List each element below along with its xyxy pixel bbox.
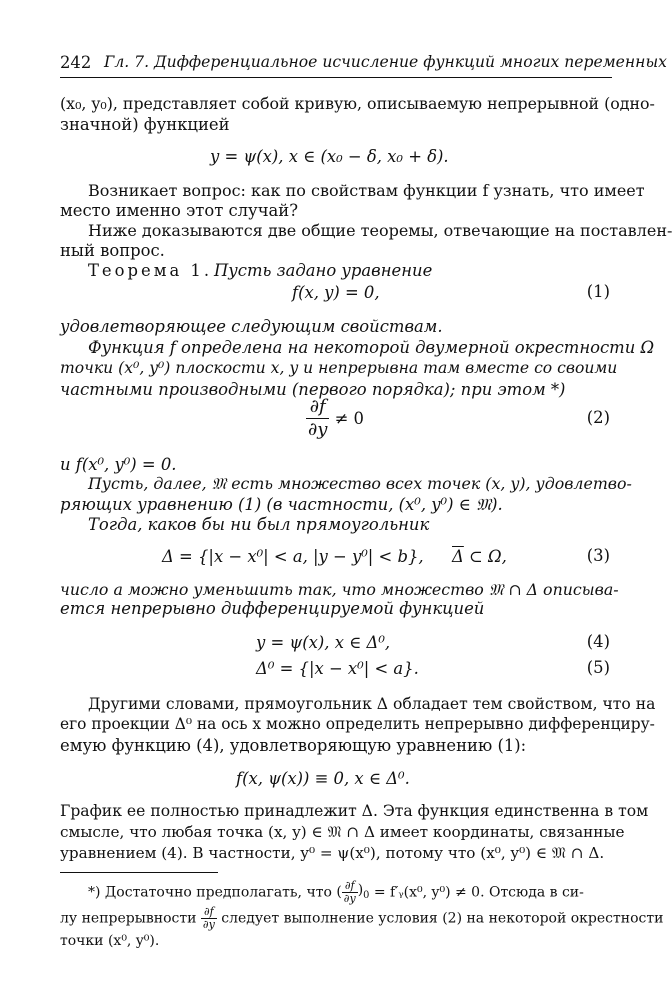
text-line: уравнением (4). В частности, y⁰ = ψ(x⁰), потому что (x⁰, y⁰) ∈ 𝔐 ∩ Δ. xyxy=(60,844,605,862)
text-line: точки (x⁰, y⁰) плоскости x, y и непрерывна там вместе со своими xyxy=(60,359,618,377)
fraction-denominator: ∂y xyxy=(202,918,215,931)
equation-1: f(x, y) = 0, xyxy=(292,283,380,302)
equation-3-closure xyxy=(452,546,507,567)
page-number: 242 xyxy=(60,53,92,72)
footnote-text: следует выполнение условия (2) на некоторой окрестности xyxy=(221,910,664,927)
footnote-line: точки (x⁰, y⁰). xyxy=(60,933,160,949)
text-line: Другими словами, прямоугольник Δ обладает тем свойством, что на xyxy=(88,695,656,713)
footnote-text: лу непрерывности xyxy=(60,910,201,927)
text-line: число a можно уменьшить так, что множество 𝔐 ∩ Δ описыва- xyxy=(60,580,619,599)
equation-6: f(x, ψ(x)) ≡ 0, x ∈ Δ⁰. xyxy=(236,769,410,788)
equation-number: (1) xyxy=(586,282,610,301)
not-equal-zero: ≠ 0 xyxy=(334,409,364,428)
text-line: смысле, что любая точка (x, y) ∈ 𝔐 ∩ Δ имеет координаты, связанные xyxy=(60,823,625,841)
text-line: удовлетворяющее следующим свойствам. xyxy=(60,317,443,336)
footnote-rule xyxy=(60,872,218,873)
equation-number: (2) xyxy=(586,408,610,427)
text-line: Пусть, далее, 𝔐 есть множество всех точек (x, y), удовлетво- xyxy=(88,474,632,493)
text-line: ный вопрос. xyxy=(60,241,165,260)
fraction-denominator: ∂y xyxy=(343,892,356,905)
footnote-text: = f′ᵧ(x⁰, y⁰) ≠ 0. Отсюда в си- xyxy=(373,884,584,901)
partial-fraction xyxy=(306,396,329,441)
equation-5: Δ⁰ = {|x − x⁰| < a}. xyxy=(256,659,419,678)
equation-number: (4) xyxy=(586,632,610,651)
equation-2 xyxy=(306,396,364,441)
text-line: (x₀, y₀), представляет собой кривую, описываемую непрерывной (одно- xyxy=(60,94,655,113)
text-line: Ниже доказываются две общие теоремы, отвечающие на поставлен- xyxy=(88,221,672,240)
fraction-numerator: ∂f xyxy=(203,905,214,918)
text-line: его проекции Δ⁰ на ось x можно определить непрерывно дифференциру- xyxy=(60,715,655,733)
running-title: Гл. 7. Дифференциальное исчисление функций многих переменных xyxy=(104,53,667,71)
equation: y = ψ(x), x ∈ (x₀ − δ, x₀ + δ). xyxy=(210,147,449,166)
equation-number: (3) xyxy=(586,546,610,565)
footnote-text: *) Достаточно предполагать, что xyxy=(88,884,337,901)
text-line: частными производными (первого порядка); при этом *) xyxy=(60,380,566,399)
header-rule xyxy=(60,77,612,78)
text-line: График ее полностью принадлежит Δ. Эта функция единственна в том xyxy=(60,802,649,820)
fraction-numerator: ∂f xyxy=(344,879,355,892)
footnote-line: *) Достаточно предполагать, что ( $\frac{\partial f}{\partial y}$ )$_0$ = f′ᵧ(x⁰, y⁰) ≠ 0. Отсюда в си- xyxy=(88,879,584,905)
fraction-numerator: ∂f xyxy=(309,396,326,417)
equation-3: Δ = {|x − x⁰| < a, |y − y⁰| < b}, xyxy=(162,547,424,566)
text-line: Тогда, каков бы ни был прямоугольник xyxy=(88,515,430,534)
text-line: место именно этот случай? xyxy=(60,201,299,220)
footnote-line xyxy=(60,906,663,931)
text-line: значной) функцией xyxy=(60,115,230,134)
subset-omega: ⊂ Ω, xyxy=(463,547,507,566)
equation-4: y = ψ(x), x ∈ Δ⁰, xyxy=(256,633,391,652)
equation-number: (5) xyxy=(586,658,610,677)
theorem-label: Теорема 1. xyxy=(88,261,213,280)
text-line: емую функцию (4), удовлетворяющую уравнению (1): xyxy=(60,736,527,755)
text-line: ется непрерывно дифференцируемой функцией xyxy=(60,599,485,618)
fraction-denominator: ∂y xyxy=(308,419,328,440)
footnote-fraction xyxy=(201,906,217,931)
text-line: Функция f определена на некоторой двумерной окрестности Ω xyxy=(88,338,655,357)
footnote-fraction xyxy=(342,880,358,905)
closure-delta: $\overline{\Delta}$ xyxy=(452,547,464,566)
theorem-intro: Пусть задано уравнение xyxy=(214,261,433,280)
text-line: ряющих уравнению (1) (в частности, (x⁰, y⁰) ∈ 𝔐). xyxy=(60,495,503,514)
text-line: Возникает вопрос: как по свойствам функции f узнать, что имеет xyxy=(88,181,645,200)
text-line: и f(x⁰, y⁰) = 0. xyxy=(60,455,177,474)
